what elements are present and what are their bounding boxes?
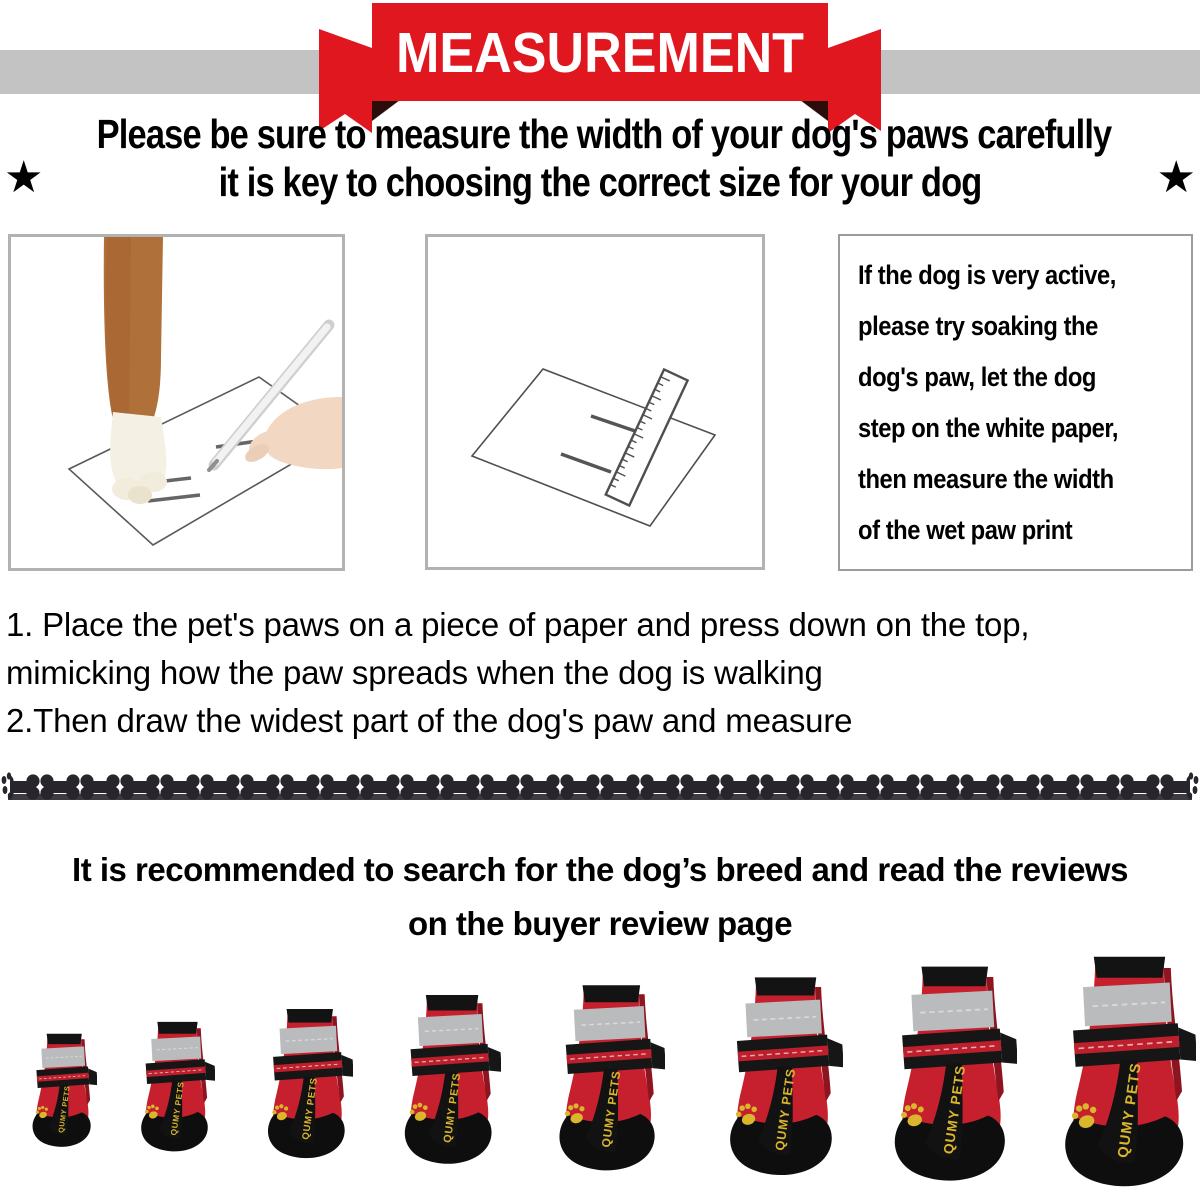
measuring-steps (6, 601, 1196, 745)
dog-boot-size-4 (398, 993, 501, 1168)
paw-tracing-illustration (11, 237, 342, 568)
dog-boot-size-1 (28, 1032, 97, 1150)
tip-line: dog's paw, let the dog (858, 362, 1096, 392)
star-icon: ★ (4, 153, 44, 202)
bone-divider (0, 772, 1200, 806)
recommendation-line2: on the buyer review page (407, 905, 793, 942)
headline-line1: Please be sure to measure the width of your dog's paws carefully (96, 111, 1112, 157)
tip-line: of the wet paw print (858, 515, 1073, 545)
dog-boot-size-5 (552, 983, 665, 1175)
tip-line: then measure the width (858, 464, 1114, 494)
tip-line: please try soaking the (858, 311, 1098, 341)
paw-tracing-photo-panel (8, 234, 345, 571)
tip-line: If the dog is very active, (858, 260, 1116, 290)
paper-ruler-illustration (428, 237, 762, 567)
tip-line: step on the white paper, (858, 413, 1119, 443)
recommendation-note (0, 843, 1200, 951)
headline-line2: it is key to choosing the correct size for your dog (218, 159, 982, 205)
paper-ruler-drawing-panel (425, 234, 765, 570)
step-1-line2: mimicking how the paw spreads when the dog is walking (6, 654, 823, 691)
tip-box (838, 234, 1193, 571)
headline (0, 110, 1200, 206)
dog-boot-size-3 (262, 1007, 353, 1162)
star-icon: ★ (1156, 153, 1196, 202)
step-2: 2.Then draw the widest part of the dog's paw and measure (6, 702, 853, 739)
dog-boot-size-7 (886, 964, 1017, 1186)
dog-boot-size-8 (1056, 954, 1196, 1192)
boot-size-lineup (0, 943, 1200, 1195)
dog-boot-size-6 (722, 975, 843, 1180)
banner-title: MEASUREMENT (396, 21, 805, 85)
recommendation-line1: It is recommended to search for the dog’s breed and read the reviews (72, 851, 1128, 888)
step-1-line1: 1. Place the pet's paws on a piece of paper and press down on the top, (6, 606, 1030, 643)
dog-boot-size-2 (136, 1020, 215, 1155)
